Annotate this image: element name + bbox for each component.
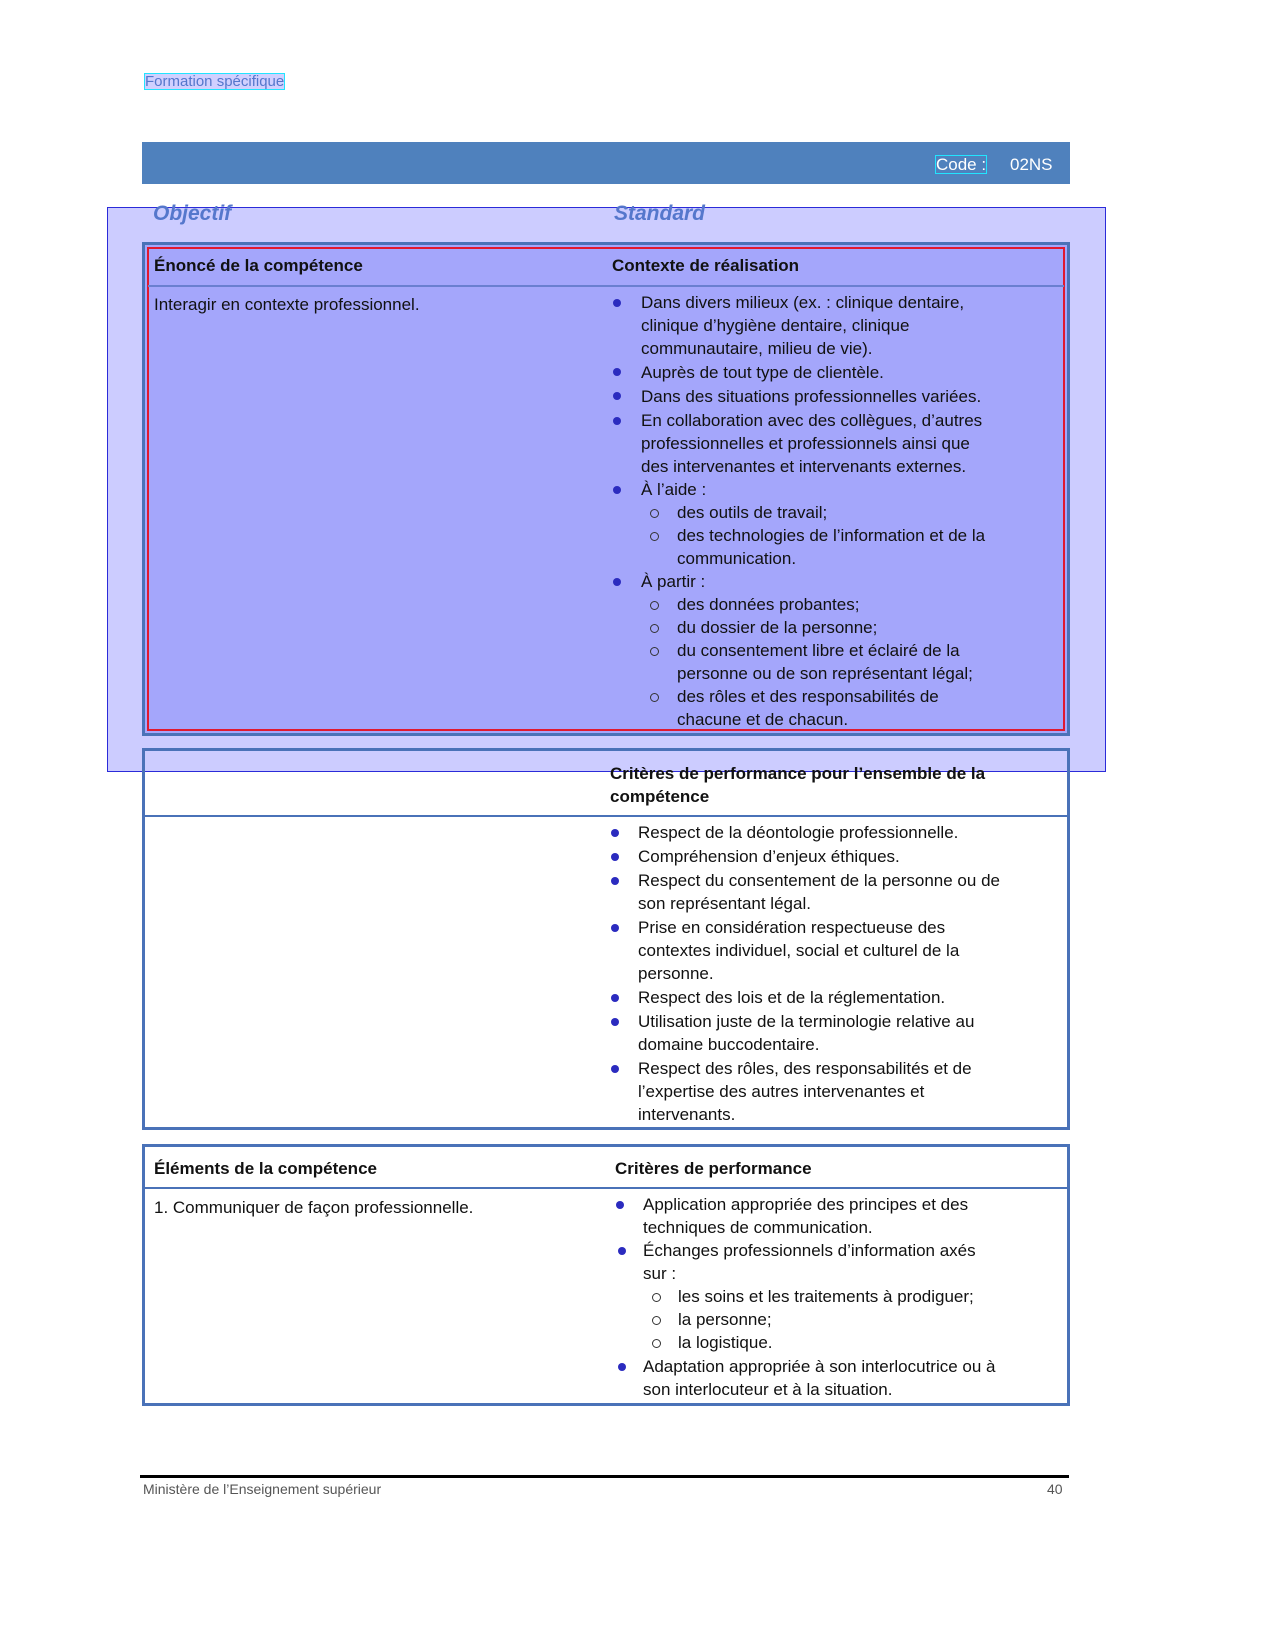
bullet-icon: [611, 994, 619, 1002]
criteria-line: intervenants.: [638, 1105, 736, 1124]
criteria-line: Prise en considération respectueuse des: [638, 918, 946, 937]
contexte-subline: communication.: [677, 549, 797, 568]
enonce-header: Énoncé de la compétence: [154, 256, 363, 275]
criteria-line: Respect de la déontologie professionnelle.: [638, 823, 959, 842]
criteria-line: l’expertise des autres intervenantes et: [638, 1082, 925, 1101]
contexte-line: Auprès de tout type de clientèle.: [641, 363, 884, 382]
bullet-icon: [611, 877, 619, 885]
contexte-header: Contexte de réalisation: [612, 256, 800, 275]
circle-bullet-icon: [650, 647, 659, 656]
bullet-icon: [613, 417, 621, 425]
criteria-header-divider: [145, 815, 1067, 817]
header-bar: [142, 142, 1070, 184]
elements-header-divider: [145, 1187, 1067, 1189]
page-number: 40: [1047, 1481, 1063, 1497]
performance-line: techniques de communication.: [643, 1218, 873, 1237]
performance-line: son interlocuteur et à la situation.: [643, 1380, 893, 1399]
code-label: Code :: [936, 155, 987, 174]
bullet-icon: [611, 829, 619, 837]
bullet-icon: [613, 299, 621, 307]
contexte-subline: chacune et de chacun.: [677, 710, 849, 729]
contexte-subline: des technologies de l’information et de la: [677, 526, 986, 545]
performance-subline: les soins et les traitements à prodiguer;: [678, 1287, 974, 1306]
running-header: Formation spécifique: [145, 73, 285, 90]
contexte-subline: du consentement libre et éclairé de la: [677, 641, 960, 660]
circle-bullet-icon: [652, 1316, 661, 1325]
criteria-line: Respect des lois et de la réglementation.: [638, 988, 946, 1007]
bullet-icon: [611, 924, 619, 932]
circle-bullet-icon: [650, 532, 659, 541]
contexte-subline: personne ou de son représentant légal;: [677, 664, 973, 683]
criteria-line: personne.: [638, 964, 714, 983]
circle-bullet-icon: [650, 624, 659, 633]
element-item: 1. Communiquer de façon professionnelle.: [154, 1198, 474, 1217]
contexte-line: Dans divers milieux (ex. : clinique dentaire,: [641, 293, 965, 312]
bullet-icon: [613, 392, 621, 400]
contexte-line: En collaboration avec des collègues, d’autres: [641, 411, 983, 430]
performance-header: Critères de performance: [615, 1159, 812, 1178]
bullet-icon: [611, 1065, 619, 1073]
criteria-line: domaine buccodentaire.: [638, 1035, 820, 1054]
criteria-line: Utilisation juste de la terminologie relative au: [638, 1012, 975, 1031]
bullet-icon: [611, 853, 619, 861]
criteria-line: Respect du consentement de la personne ou de: [638, 871, 1000, 890]
contexte-line: communautaire, milieu de vie).: [641, 339, 873, 358]
performance-line: Échanges professionnels d’information axés: [643, 1241, 976, 1260]
contexte-line: clinique d’hygiène dentaire, clinique: [641, 316, 910, 335]
bullet-icon: [613, 368, 621, 376]
contexte-line: Dans des situations professionnelles variées.: [641, 387, 982, 406]
criteria-line: son représentant légal.: [638, 894, 811, 913]
criteria-line: contextes individuel, social et culturel de la: [638, 941, 960, 960]
circle-bullet-icon: [650, 509, 659, 518]
competence-header-divider: [148, 285, 1064, 287]
contexte-line: À l’aide :: [641, 480, 707, 499]
circle-bullet-icon: [650, 693, 659, 702]
contexte-subline: du dossier de la personne;: [677, 618, 878, 637]
contexte-line: des intervenantes et intervenants externes.: [641, 457, 967, 476]
elements-header: Éléments de la compétence: [154, 1159, 377, 1178]
performance-line: Application appropriée des principes et des: [643, 1195, 969, 1214]
enonce-text: Interagir en contexte professionnel.: [154, 295, 420, 314]
contexte-subline: des outils de travail;: [677, 503, 828, 522]
objectif-title: Objectif: [153, 202, 232, 225]
criteria-line: Compréhension d’enjeux éthiques.: [638, 847, 900, 866]
bullet-icon: [611, 1018, 619, 1026]
performance-line: Adaptation appropriée à son interlocutrice ou à: [643, 1357, 996, 1376]
footer-ministry: Ministère de l’Enseignement supérieur: [143, 1481, 382, 1497]
standard-title: Standard: [614, 202, 706, 225]
bullet-icon: [613, 486, 621, 494]
contexte-line: professionnelles et professionnels ainsi que: [641, 434, 970, 453]
criteria-header-2: compétence: [610, 787, 710, 806]
circle-bullet-icon: [652, 1293, 661, 1302]
contexte-line: À partir :: [641, 572, 706, 591]
circle-bullet-icon: [650, 601, 659, 610]
code-value: 02NS: [1010, 155, 1053, 174]
performance-line: sur :: [643, 1264, 677, 1283]
contexte-subline: des rôles et des responsabilités de: [677, 687, 939, 706]
bullet-icon: [616, 1201, 624, 1209]
performance-subline: la logistique.: [678, 1333, 773, 1352]
circle-bullet-icon: [652, 1339, 661, 1348]
contexte-subline: des données probantes;: [677, 595, 860, 614]
criteria-header: Critères de performance pour l’ensemble de la: [610, 764, 986, 783]
bullet-icon: [618, 1247, 626, 1255]
bullet-icon: [613, 578, 621, 586]
footer-rule: [140, 1475, 1069, 1478]
performance-subline: la personne;: [678, 1310, 772, 1329]
bullet-icon: [618, 1363, 626, 1371]
criteria-line: Respect des rôles, des responsabilités et de: [638, 1059, 972, 1078]
